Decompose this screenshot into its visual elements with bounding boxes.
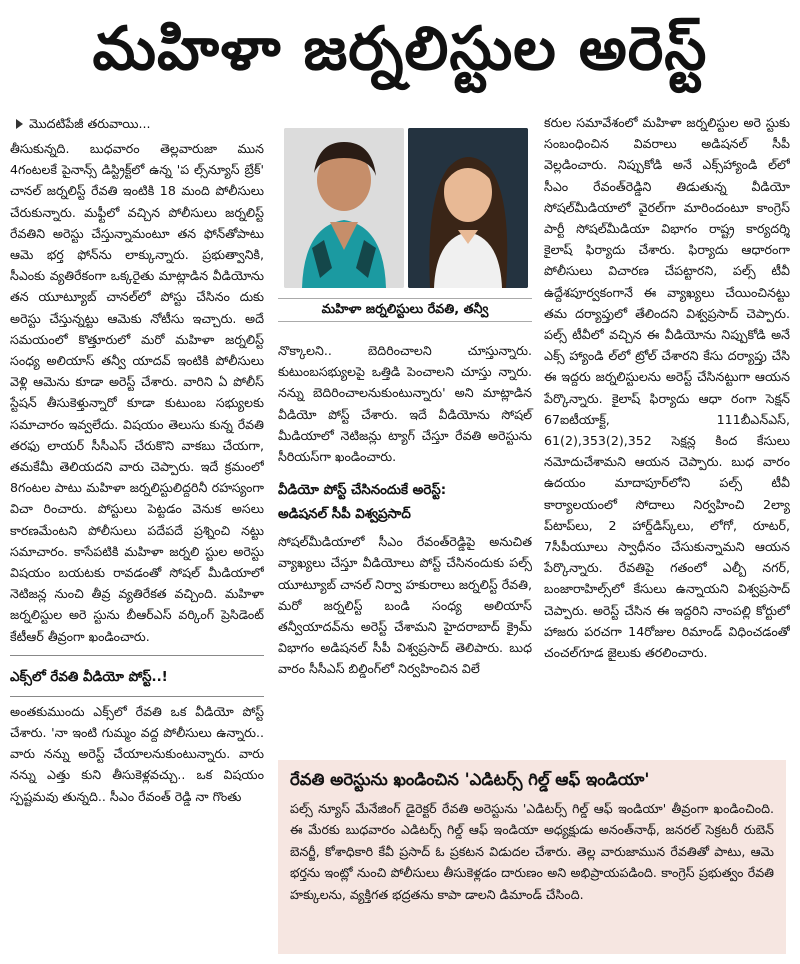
column-1 — [10, 112, 264, 954]
column-2-subhead-1: వీడియో పోస్ట్ చేసినందుకే అరెస్ట్: — [278, 483, 447, 499]
photos-block — [278, 128, 532, 328]
sidebox-body: పల్స్ న్యూస్ మేనేజింగ్ డైరెక్టర్ రేవతి అరెస్టును 'ఎడిటర్స్ గిల్డ్ ఆఫ్ ఇండియా' తీవ్రంగా ఖండించింది. ఈ మేరకు బుధవారం ఎడిటర్స్ గిల్డ్ ఆఫ్ ఇండియా అధ్యక్షుడు అనంత్‌నాథ్, జనరల్ సెక్రటరీ రుబెన్ బెనర్జీ, కోశాధికారి కేవీ ప్రసాద్ ఓ ప్రకటన విడుదల చేశారు. తెల్ల వారుజామున రేవతితో పాటు, ఆమె భర్తను ఇంట్లో నుంచి పోలీసులు తీసుకెళ్లడం దారుణం అని అభిప్రాయపడింది. కాంగ్రెస్ ప్రభుత్వం రేవతి హక్కులను, వ్యక్తిగత భద్రతను కాపా డాలని డిమాండ్ చేసింది. — [290, 801, 774, 902]
column-1-paragraph-2: అంతకుముందు ఎక్స్‌లో రేవతి ఒక వీడియో పోస్ట్ చేశారు. 'నా ఇంటి గుమ్మం వద్ద పోలీసులు ఉన్నారు.. వారు నన్ను అరెస్ట్ చేయాలనుకుంటున్నారు. వారు నన్ను ఎత్తు కుని తీసుకెళ్లవచ్చు.. ఒక విషయం స్పష్టమవు తున్నది.. సీఎం రేవంత్ రెడ్డి నా గొంతు — [10, 703, 264, 804]
column-1-subhead: ఎక్స్‌లో రేవతి వీడియో పోస్ట్..! — [10, 669, 168, 685]
divider — [10, 696, 264, 697]
continued-from-front-page — [10, 112, 264, 136]
column-2-subhead-2: అడిషనల్ సీపీ విశ్వప్రసాద్ — [278, 507, 411, 523]
divider — [10, 655, 264, 656]
column-2-paragraph-2: సోషల్‌మీడియాలో సీఎం రేవంత్‌రెడ్డిపై అనుచిత వ్యాఖ్యలు చేస్తూ వీడియోలు పోస్ట్ చేసినందుకు పల్స్ యూట్యూబ్ చానల్ నిర్వా హకురాలు జర్నలిస్ట్ రేవతి, మరో జర్నలిస్ట్ బండి సంధ్య అలియాస్ తన్వీయాదవ్‌ను అరెస్ట్ చేశామని హైదరాబాద్ క్రైమ్ విభాగం అడిషనల్ సీపీ విశ్వప్రసాద్ తెలిపారు. బుధ వారం సీసీఎస్ బిల్డింగ్‌లో నిర్వహించిన విలే — [278, 534, 532, 677]
column-2-paragraph-1: నొక్కాలని.. బెదిరించాలని చూస్తున్నారు. కుటుంబసభ్యులపై ఒత్తిడి పెంచాలని చూస్తు న్నారు. నన్ను బెదిరించాలనుకుంటున్నారు' అని మాట్లాడిన వీడియో పోస్ట్ చేశారు. ఇదే వీడియోను సోషల్ మీడియాలో నెటిజన్లు ట్యాగ్ చేస్తూ రేవతి అరెస్టును సీరియస్‌గా ఖండించారు. — [278, 343, 532, 465]
column-3 — [544, 112, 790, 752]
photo-tanvi — [408, 128, 528, 288]
column-2 — [278, 340, 532, 680]
editors-guild-sidebox — [278, 760, 786, 954]
column-1-paragraph-1: తీసుకున్నది. బుధవారం తెల్లవారుజా మున 4గంటలకే పైనాన్స్ డిస్ట్రిక్ట్‌లో ఉన్న 'ప ల్స్‌న్యూస్ బ్రేక్' చానల్ జర్నలిస్ట్ రేవతి ఇంటికి 18 మంది పోలీసులు చేరుకున్నారు. మఫ్టీలో వచ్చిన పోలీసులు జర్నలిస్ట్ రేవతిని అరెస్టు చేస్తున్నామంటూ తన ఫోన్‌తోపాటు ఆమె భర్త ఫోన్‌ను లాక్కున్నారు. ప్రభుత్వానికి, సీఎంకు వ్యతిరేకంగా ఒక్కరైతు మాట్లాడిన వీడియోను తన యూట్యూబ్ చానల్‌లో పోస్టు చేసినం దుకు అరెస్టు చేస్తున్నట్టు ఆమెకు నోటీసు ఇచ్చారు. అదే సమయంలో కొత్తూరులో మరో మహిళా జర్నలిస్ట్ సంధ్య అలియాస్ తన్వీ యాదవ్ ఇంటికి పోలీసులు వెళ్లి ఆమెను కూడా అరెస్ట్ చేశారు. వారిని ఏ పోలీస్ స్టేషన్ తీసుకెళ్తున్నారో కూడా కుటుంబ సభ్యులకు సమాచారం ఇవ్వలేదు. విషయం తెలుసు కున్న రేవతి తరఫు లాయర్ సీసీఎస్ చేరుకొని వాకబు చేయగా, తమకేమీ తెలియదని వారు చెప్పారు. ఇదే క్రమంలో 8గంటల పాటు మహిళా జర్నలిస్టులిద్దరినీ రహస్యంగా విచా రించారు. పోస్టులు పెట్టడం వెనుక అసలు కారణమేంటని పోలీసులు పదేపదే ప్రశ్నించి నట్టు సమాచారం. కాసేపటికి మహిళా జర్నలి స్టుల అరెస్టు విషయం బయటకు రావడంతో సోషల్ మీడియాలో నెటిజన్ల నుంచి తీవ్ర వ్యతిరేకత వచ్చింది. మహిళా జర్నలిస్టుల అరె స్టును బీఆర్ఎస్ వర్కింగ్ ప్రెసిడెంట్ కేటీఆర్ తీవ్రంగా ఖండించారు. — [10, 141, 264, 644]
column-3-paragraph-1: కరుల సమావేశంలో మహిళా జర్నలిస్టుల అరె స్టుకు సంబంధించిన వివరాలు అడిషనల్ సీపీ వెల్లడించారు. నిప్పుకోడి అనే ఎక్స్‌హ్యాండి ల్‌లో సీఎం రేవంత్‌రెడ్డిని తిడుతున్న వీడియో సోషల్‌మీడియాలో వైరల్‌గా మారిందంటూ కాంగ్రెస్ పార్టీ సోషల్‌మీడియా విభాగం రాష్ట్ర కార్యదర్శి కైలాష్ ఫిర్యాదు చేశారు. ఫిర్యాదు ఆధారంగా పోలీసులు విచారణ చేపట్టారని, పల్స్ టీవీ ఉద్దేశపూర్వకంగానే ఈ వ్యాఖ్యలు చేయించినట్టు తమ దర్యాప్తులో తేలిందని విశ్వప్రసాద్ చెప్పారు. పల్స్ టీవీలో వచ్చిన ఈ వీడియోను నిప్పుకోడి అనే ఎక్స్ హ్యాండి ల్‌లో ట్రోల్ చేశారని కేసు దర్యాప్తు చేసి ఈ ఇద్దరు జర్నలిస్టులను అరెస్ట్ చేసినట్టుగా ఆయన పేర్కొన్నారు. కైలాష్ ఫిర్యాదు ఆధా రంగా సెక్షన్ 67ఐటీయాక్ట్, 111బీఎన్ఎస్, 61(2),353(2),352 సెక్షన్ల కింద కేసులు నమోదుచేశామని ఆయన చెప్పారు. బుధ వారం ఉదయం మాదాపూర్‌లోని పల్స్ టీవీ కార్యాలయంలో సోదాలు నిర్వహించి 2ల్యా ప్‌టాప్‌లు, 2 హార్డ్‌డిస్క్‌లు, లోగో, రూటర్, 7సీపీయూలు స్వాధీనం చేసుకున్నామని ఆయన పేర్కొన్నారు. రేవతిపై గతంలో ఎల్బీ నగర్, బంజారాహిల్స్‌లో కేసులు ఉన్నాయని విశ్వప్రసాద్ చెప్పారు. అరెస్ట్ చేసిన ఈ ఇద్దరిని నాంపల్లి కోర్టులో హాజరు పరచగా 14రోజుల రిమాండ్ విధించడంతో చంచల్‌గూడ జైలుకు తరలించారు. — [544, 115, 790, 661]
photo-caption: మహిళా జర్నలిస్టులు రేవతి, తన్వీ — [278, 298, 532, 322]
sidebox-title: రేవతి అరెస్టును ఖండించిన 'ఎడిటర్స్ గిల్డ్ ఆఫ్ ఇండియా' — [290, 770, 650, 789]
chevron-right-icon — [16, 119, 23, 129]
photo-revathi — [284, 128, 404, 288]
continued-label: మొదటిపేజీ తరువాయి... — [29, 116, 151, 132]
headline: మహిళా జర్నలిస్టుల అరెస్ట్ — [92, 14, 708, 84]
